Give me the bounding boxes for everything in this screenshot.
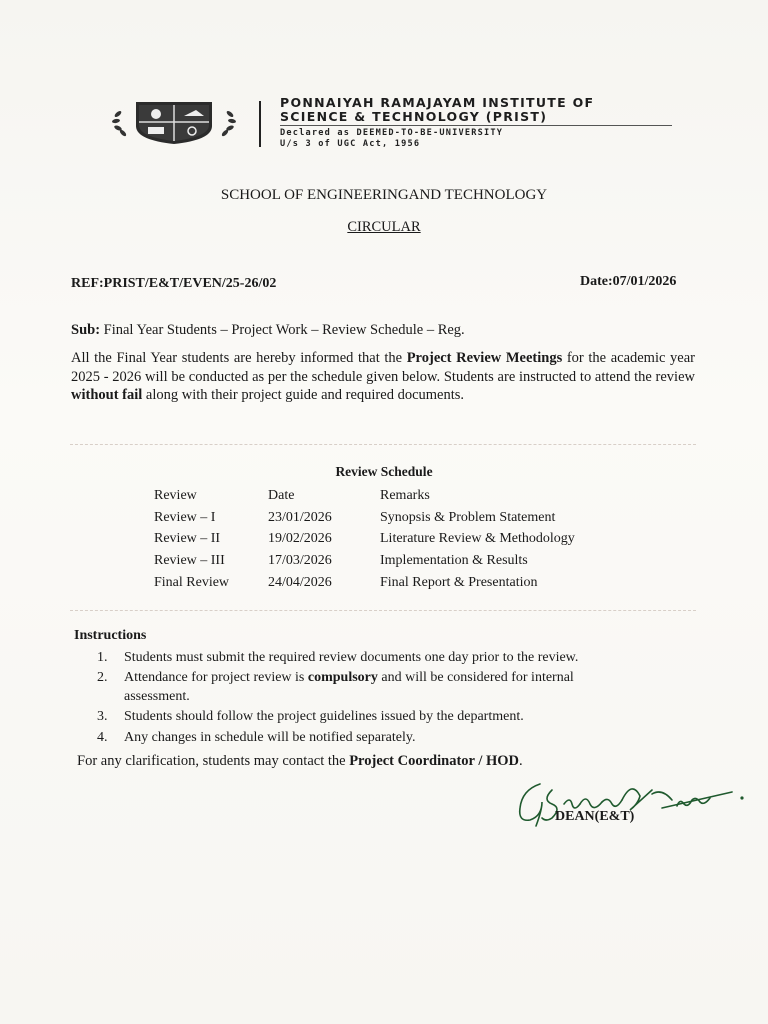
header-review: Review — [154, 488, 197, 503]
table-row — [0, 553, 768, 575]
signature-image — [512, 770, 762, 832]
university-crest-icon — [108, 96, 240, 146]
table-row — [0, 531, 768, 553]
review-name: Final Review — [154, 575, 230, 590]
circular-title: CIRCULAR — [347, 219, 421, 235]
subject-text: Final Year Students – Project Work – Review Schedule – Reg. — [103, 322, 465, 338]
review-remarks: Synopsis & Problem Statement — [380, 510, 556, 525]
review-remarks: Final Report & Presentation — [380, 575, 538, 590]
signatory-title: DEAN(E&T) — [555, 809, 635, 824]
review-date: 19/02/2026 — [268, 531, 332, 546]
review-date: 24/04/2026 — [268, 575, 332, 590]
review-name: Review – III — [154, 553, 225, 568]
review-date: 23/01/2026 — [268, 510, 332, 525]
body-paragraph: All the Final Year students are hereby informed that the Project Review Meetings for the academic year 2025 - 2026 will be conducted as per the schedule given below. Students are instructed to attend the review without fail along with their project guide and required documents. — [71, 350, 695, 403]
institution-name-line1: PONNAIYAH RAMAJAYAM INSTITUTE OF — [280, 95, 595, 110]
review-remarks: Literature Review & Methodology — [380, 531, 575, 546]
letterhead-rule — [280, 125, 672, 126]
institution-name-line2: SCIENCE & TECHNOLOGY (PRIST) — [280, 109, 548, 124]
reference-number: REF:PRIST/E&T/EVEN/25-26/02 — [71, 276, 277, 291]
circular-page: PONNAIYAH RAMAJAYAM INSTITUTE OF SCIENCE & TECHNOLOGY (PRIST) Declared as DEEMED-TO-BE-UNIVERSITY U/s 3 of UGC Act, 1956 SCHOOL OF ENGINEERINGAND TECHNOLOGY CIRCULAR REF:PRIST/E&T/EVEN/25-26/02 Date:07/01/2026 Sub: Final Year Students – Project Work – Review Schedule – Reg. All the Final Year students are hereby informed that the Project Review Meetings for the academic year 2025 - 2026 will be conducted as per the schedule given below. Students are instructed to attend the review without fail along with their project guide and required documents. Review Schedule Review Date Remarks Review – I 23/01/2026 Synopsis & Problem Statement Review – II 19/02/2026 Literature Review & Methodology Review – III 17/03/2026 Implementation & Results Final Review 24/04/2026 Final Report & Presentation Instructions 1. Students must submit the required review documents one day prior to the review. 2. Attendance for project review is compulsory and will be considered for internal assessment. 3. Students should follow the project guidelines issued by the department. 4. Any changes in schedule will be notified separately. For any clarification, students may contact the Project Coordinator / HOD. DEAN(E&T) — [0, 0, 768, 1024]
school-heading: SCHOOL OF ENGINEERINGAND TECHNOLOGY — [220, 187, 548, 203]
letterhead-divider — [259, 101, 261, 147]
subject-label: Sub: — [71, 322, 101, 338]
subject-line — [71, 322, 465, 339]
header-date: Date — [268, 488, 295, 503]
instructions-heading: Instructions — [74, 628, 147, 643]
circular-date: Date:07/01/2026 — [580, 274, 677, 289]
section-divider — [70, 610, 696, 611]
review-remarks: Implementation & Results — [380, 553, 528, 568]
header-remarks: Remarks — [380, 488, 430, 503]
section-divider — [70, 444, 696, 445]
table-row — [0, 510, 768, 532]
closing-line: For any clarification, students may contact the Project Coordinator / HOD. — [77, 753, 523, 769]
review-date: 17/03/2026 — [268, 553, 332, 568]
schedule-title: Review Schedule — [335, 464, 433, 479]
table-row — [0, 575, 768, 597]
ugc-act-line: U/s 3 of UGC Act, 1956 — [280, 139, 421, 149]
review-name: Review – I — [154, 510, 216, 525]
review-name: Review – II — [154, 531, 221, 546]
schedule-header-row — [0, 488, 768, 510]
deemed-university-line: Declared as DEEMED-TO-BE-UNIVERSITY — [280, 128, 504, 138]
